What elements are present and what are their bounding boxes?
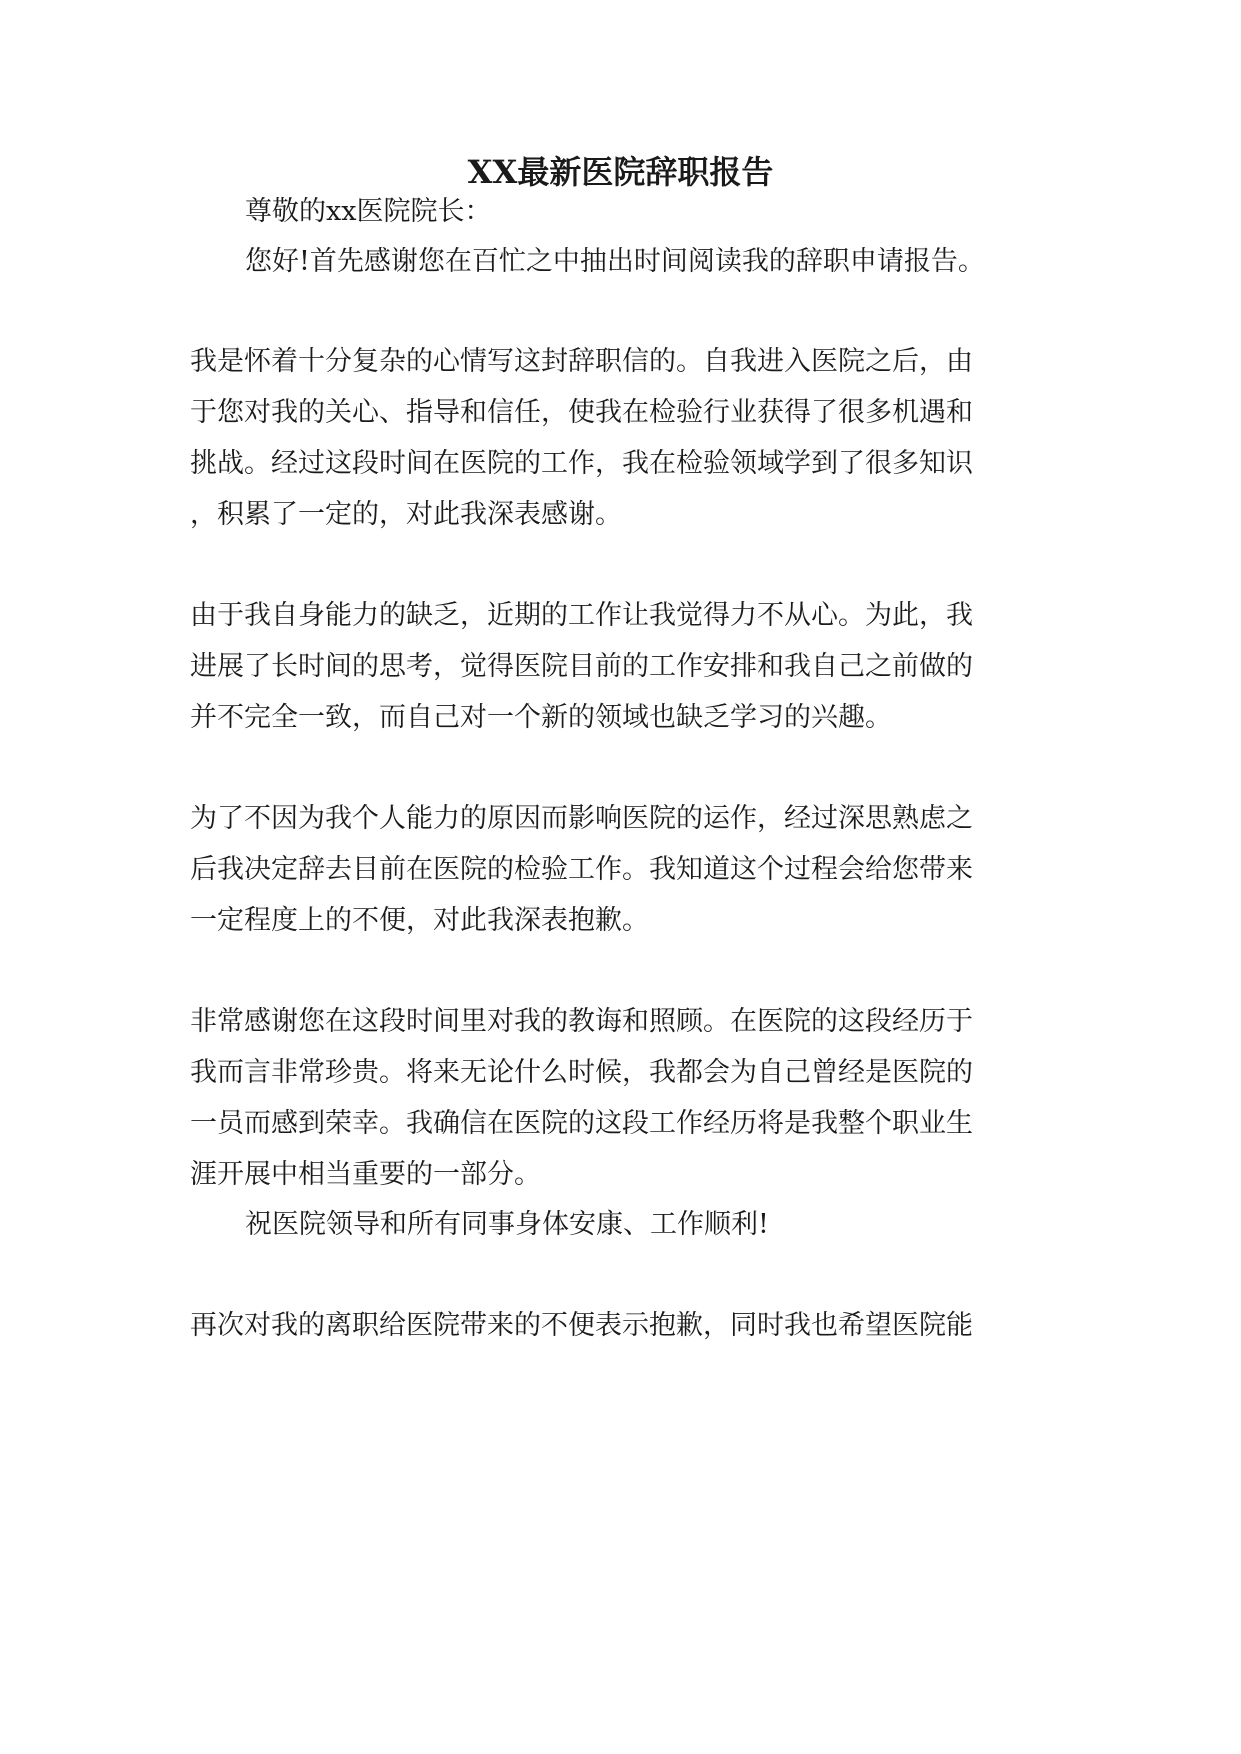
paragraph-line: 为了不因为我个人能力的原因而影响医院的运作，经过深思熟虑之 [190,803,973,834]
paragraph-line: 进展了长时间的思考，觉得医院目前的工作安排和我自己之前做的 [190,651,973,682]
paragraph-line: 非常感谢您在这段时间里对我的教诲和照顾。在医院的这段经历于 [190,1006,973,1037]
paragraph-line: 涯开展中相当重要的一部分。 [190,1159,541,1190]
paragraph-line: 我而言非常珍贵。将来无论什么时候，我都会为自己曾经是医院的 [190,1057,973,1088]
paragraph-line: 我是怀着十分复杂的心情写这封辞职信的。自我进入医院之后，由 [190,346,973,377]
paragraph-line: ，积累了一定的，对此我深表感谢。 [190,499,622,530]
paragraph-line: 后我决定辞去目前在医院的检验工作。我知道这个过程会给您带来 [190,854,973,885]
paragraph-line: 并不完全一致，而自己对一个新的领域也缺乏学习的兴趣。 [190,702,892,733]
paragraph-line: 再次对我的离职给医院带来的不便表示抱歉，同时我也希望医院能 [190,1310,973,1341]
paragraph-line: 于您对我的关心、指导和信任，使我在检验行业获得了很多机遇和 [190,397,973,428]
document-title: XX最新医院辞职报告 [467,153,774,191]
paragraph-line: 一定程度上的不便，对此我深表抱歉。 [190,905,649,936]
paragraph-line: 由于我自身能力的缺乏，近期的工作让我觉得力不从心。为此，我 [190,600,973,631]
paragraph-line: 挑战。经过这段时间在医院的工作，我在检验领域学到了很多知识 [190,448,973,479]
paragraph-line: 您好!首先感谢您在百忙之中抽出时间阅读我的辞职申请报告。 [245,246,985,277]
paragraph-line: 祝医院领导和所有同事身体安康、工作顺利! [245,1209,769,1240]
salutation: 尊敬的xx医院院长： [245,196,492,227]
paragraph-line: 一员而感到荣幸。我确信在医院的这段工作经历将是我整个职业生 [190,1108,973,1139]
